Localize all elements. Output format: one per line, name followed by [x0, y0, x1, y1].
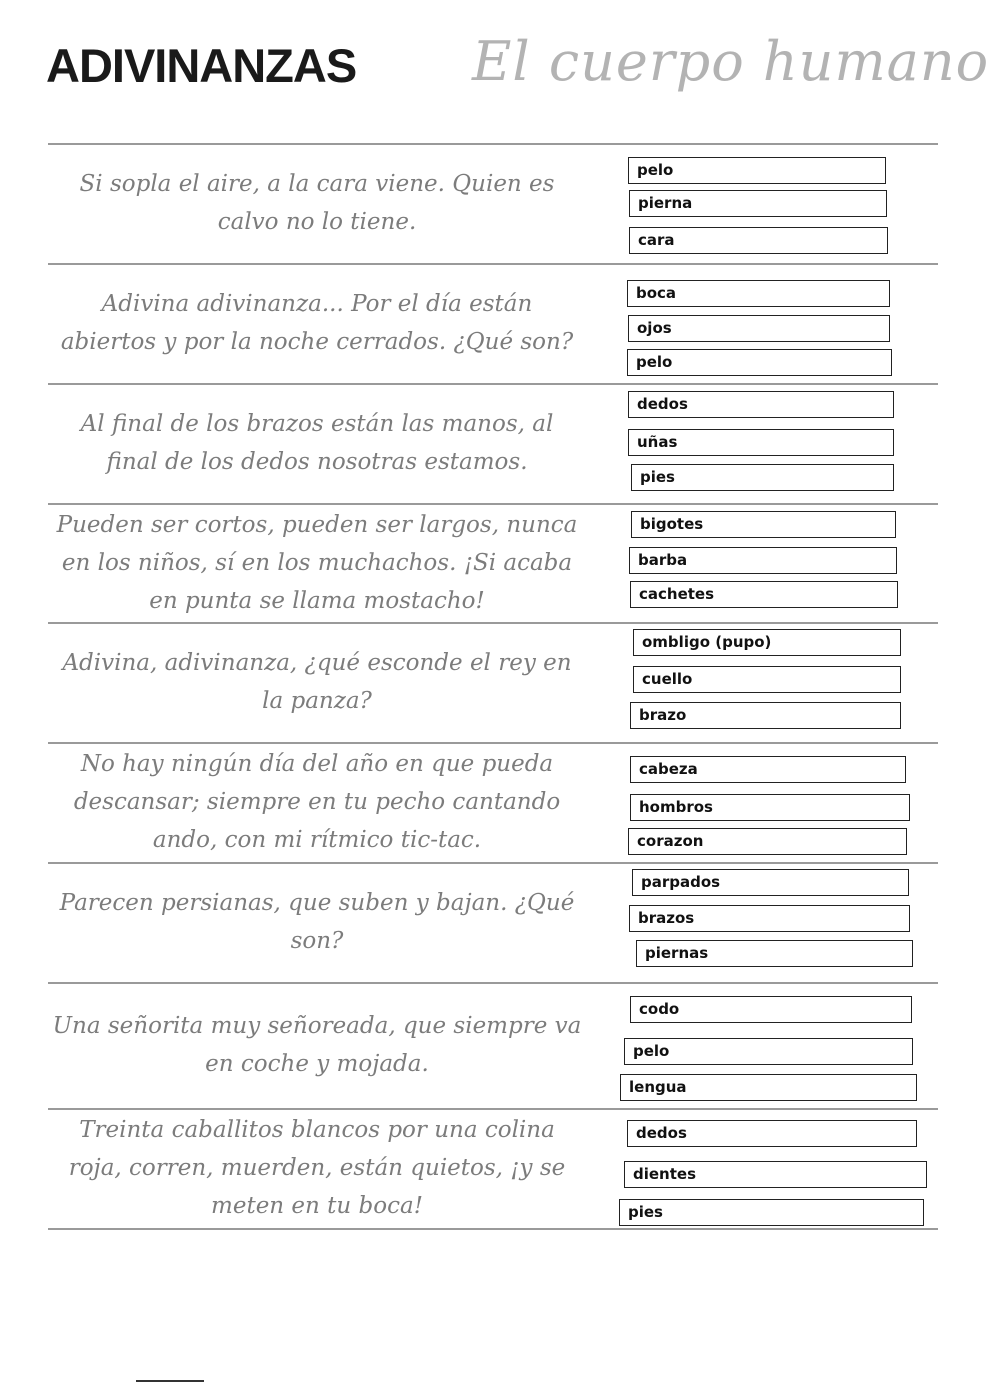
answer-option[interactable]: piernas	[636, 940, 913, 967]
riddle-text: Al final de los brazos están las manos, al final de los dedos nosotras estamos.	[80, 411, 554, 475]
row-divider	[48, 1108, 938, 1110]
footer-divider	[136, 1380, 204, 1382]
answer-option[interactable]: pies	[631, 464, 894, 491]
answer-option[interactable]: codo	[630, 996, 912, 1023]
row-divider	[48, 1228, 938, 1230]
page-subtitle: El cuerpo humano	[472, 30, 990, 93]
answer-option[interactable]: barba	[629, 547, 897, 574]
answer-option[interactable]: pelo	[627, 349, 892, 376]
riddle-text: Parecen persianas, que suben y bajan. ¿Qué son?	[59, 890, 575, 954]
answer-option[interactable]: cuello	[633, 666, 901, 693]
answer-option[interactable]: brazos	[629, 905, 910, 932]
answer-option[interactable]: dedos	[628, 391, 894, 418]
answer-option[interactable]: uñas	[628, 429, 894, 456]
answer-option[interactable]: pelo	[628, 157, 886, 184]
answer-option[interactable]: cara	[629, 227, 888, 254]
row-divider	[48, 742, 938, 744]
page-title: ADIVINANZAS	[46, 39, 357, 92]
row-divider	[48, 143, 938, 145]
answer-option[interactable]: dedos	[627, 1120, 917, 1147]
riddle-text: Si sopla el aire, a la cara viene. Quien es calvo no lo tiene.	[79, 171, 555, 235]
answer-option[interactable]: ojos	[628, 315, 890, 342]
answer-option[interactable]: hombros	[630, 794, 910, 821]
answer-option[interactable]: parpados	[632, 869, 909, 896]
riddle-text: Una señorita muy señoreada, que siempre va en coche y mojada.	[52, 1013, 582, 1077]
riddle-text: Adivina adivinanza... Por el día están abiertos y por la noche cerrados. ¿Qué son?	[60, 291, 574, 355]
answer-option[interactable]: bigotes	[631, 511, 896, 538]
answer-option[interactable]: cabeza	[630, 756, 906, 783]
answer-option[interactable]: pierna	[629, 190, 887, 217]
row-divider	[48, 263, 938, 265]
riddle-text: Treinta caballitos blancos por una colina roja, corren, muerden, están quietos, ¡y se meten en tu boca!	[68, 1117, 566, 1219]
row-divider	[48, 622, 938, 624]
riddle-text: Pueden ser cortos, pueden ser largos, nunca en los niños, sí en los muchachos. ¡Si acaba en punta se llama mostacho!	[56, 511, 578, 614]
riddle-text: No hay ningún día del año en que pueda descansar; siempre en tu pecho cantando ando, con mi rítmico tic-tac.	[73, 751, 561, 853]
answer-option[interactable]: boca	[627, 280, 890, 307]
answer-option[interactable]: pelo	[624, 1038, 913, 1065]
answer-option[interactable]: ombligo (pupo)	[633, 629, 901, 656]
row-divider	[48, 862, 938, 864]
answer-option[interactable]: lengua	[620, 1074, 917, 1101]
row-divider	[48, 383, 938, 385]
answer-option[interactable]: dientes	[624, 1161, 927, 1188]
answer-option[interactable]: corazon	[628, 828, 907, 855]
riddle-text: Adivina, adivinanza, ¿qué esconde el rey en la panza?	[62, 650, 572, 714]
answer-option[interactable]: brazo	[630, 702, 901, 729]
answer-option[interactable]: pies	[619, 1199, 924, 1226]
row-divider	[48, 982, 938, 984]
answer-option[interactable]: cachetes	[630, 581, 898, 608]
